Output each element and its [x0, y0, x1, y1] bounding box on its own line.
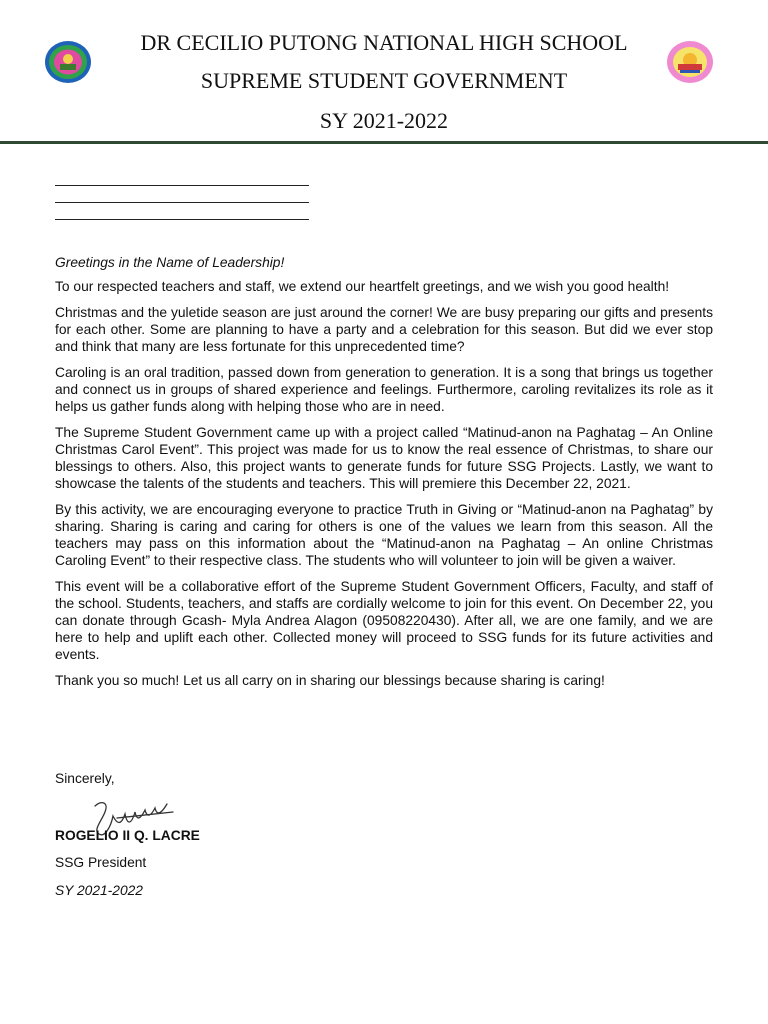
signatory-role: SSG President: [55, 855, 147, 870]
school-name: DR CECILIO PUTONG NATIONAL HIGH SCHOOL: [140, 30, 628, 55]
paragraph: Thank you so much! Let us all carry on in sharing our blessings because sharing is caring!: [55, 673, 605, 688]
letterhead: [0, 0, 768, 142]
paragraph: Christmas and the yuletide season are just around the corner! We are busy preparing our gifts and presents for each other. Some are planning to have a party and a celebration for this season. But did we ever stop and think that many are less fortunate for this unprecedented time?: [55, 305, 713, 354]
organization-name: SUPREME STUDENT GOVERNMENT: [200, 68, 568, 93]
paragraph: To our respected teachers and staff, we extend our heartfelt greetings, and we wish you good health!: [55, 279, 670, 294]
paragraph: The Supreme Student Government came up with a project called “Matinud-anon na Paghatag – An Online Christmas Carol Event”. This project was made for us to know the real essence of Christmas, to share our blessings to others. Also, this project wants to generate funds for future SSG Projects. Lastly, we want to showcase the talents of the students and teachers. This will premiere this December 22, 2021.: [55, 425, 713, 491]
greeting: Greetings in the Name of Leadership!: [55, 255, 285, 270]
letter-body: [55, 172, 713, 689]
signatory-name: ROGELIO II Q. LACRE: [55, 828, 200, 843]
address-blank-line[interactable]: [55, 206, 713, 223]
paragraph: This event will be a collaborative effort of the Supreme Student Government Officers, Faculty, and staff of the school. Students, teachers, and staffs are cordially welcome to join for this event. On December 22, you can donate through Gcash- Myla Andrea Alagon (09508220430). After all, we are one family, and we are here to help and uplift each other. Collected money will proceed to SSG funds for its future activities and events.: [55, 579, 713, 662]
paragraph: By this activity, we are encouraging everyone to practice Truth in Giving or “Matinud-anon na Paghatag” by sharing. Sharing is caring and caring for others is one of the values we learn from this season. All the teachers may pass on this information about the “Matinud-anon na Paghatag – An online Christmas Caroling Event” to their respective class. The students who will volunteer to join will be given a waiver.: [55, 502, 713, 568]
header-rule: [0, 141, 768, 144]
address-blank-line[interactable]: [55, 189, 713, 206]
signature-block: [55, 770, 200, 898]
school-year: SY 2021-2022: [319, 108, 449, 133]
address-blank-line[interactable]: [55, 172, 713, 189]
ssg-seal-logo: [666, 40, 714, 84]
signatory-school-year: SY 2021-2022: [55, 883, 143, 898]
paragraph: Caroling is an oral tradition, passed down from generation to generation. It is a song that brings us together and connect us in groups of shared experience and feelings. Furthermore, caroling revitalizes its role as it helps us gather funds along with helping those who are in need.: [55, 365, 713, 414]
closing: Sincerely,: [55, 771, 115, 786]
